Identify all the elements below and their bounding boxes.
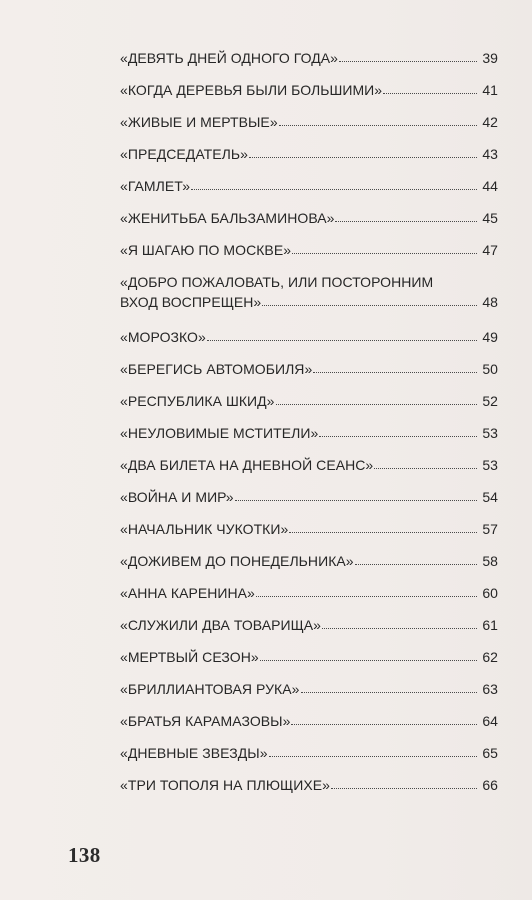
toc-title: «БРАТЬЯ КАРАМАЗОВЫ» bbox=[120, 713, 291, 729]
toc-page-number: 47 bbox=[482, 242, 498, 258]
toc-page-number: 53 bbox=[482, 425, 498, 441]
toc-title: «НАЧАЛЬНИК ЧУКОТКИ» bbox=[120, 521, 289, 537]
toc-title: «ДЕВЯТЬ ДНЕЙ ОДНОГО ГОДА» bbox=[120, 50, 338, 66]
toc-page-number: 48 bbox=[482, 294, 498, 310]
toc-row bbox=[120, 240, 498, 260]
toc-page-number: 49 bbox=[482, 329, 498, 345]
dot-leader bbox=[339, 60, 477, 62]
toc-row bbox=[120, 679, 498, 699]
toc-entry bbox=[120, 679, 498, 711]
toc-page-number: 63 bbox=[482, 681, 498, 697]
toc-entry bbox=[120, 743, 498, 775]
dot-leader bbox=[279, 124, 477, 126]
toc-title: «МОРОЗКО» bbox=[120, 329, 206, 345]
toc-row bbox=[120, 176, 498, 196]
dot-leader bbox=[291, 723, 477, 725]
toc-row bbox=[120, 112, 498, 132]
dot-leader bbox=[322, 627, 477, 629]
toc-entry bbox=[120, 144, 498, 176]
toc-title: «ДНЕВНЫЕ ЗВЕЗДЫ» bbox=[120, 745, 268, 761]
toc-entry bbox=[120, 359, 498, 391]
toc-entry bbox=[120, 519, 498, 551]
toc-row bbox=[120, 711, 498, 731]
toc-title: «ДОЖИВЕМ ДО ПОНЕДЕЛЬНИКА» bbox=[120, 553, 354, 569]
toc-page-number: 45 bbox=[482, 210, 498, 226]
page-number: 138 bbox=[68, 843, 101, 867]
toc-entry bbox=[120, 240, 498, 272]
dot-leader bbox=[260, 659, 477, 661]
toc-entry bbox=[120, 423, 498, 455]
toc-entry-two-line bbox=[120, 272, 498, 327]
toc-row bbox=[120, 519, 498, 539]
toc-title: «ДВА БИЛЕТА НА ДНЕВНОЙ СЕАНС» bbox=[120, 457, 374, 473]
toc-page-number: 57 bbox=[482, 521, 498, 537]
toc-page-number: 58 bbox=[482, 553, 498, 569]
toc-entry bbox=[120, 48, 498, 80]
toc-title: «КОГДА ДЕРЕВЬЯ БЫЛИ БОЛЬШИМИ» bbox=[120, 82, 383, 98]
toc-row bbox=[120, 583, 498, 603]
dot-leader bbox=[262, 304, 477, 306]
toc-entry bbox=[120, 208, 498, 240]
toc-row bbox=[120, 647, 498, 667]
table-of-contents bbox=[120, 48, 498, 807]
toc-row bbox=[120, 775, 498, 795]
toc-page-number: 41 bbox=[482, 82, 498, 98]
toc-row bbox=[120, 144, 498, 164]
toc-title: «ПРЕДСЕДАТЕЛЬ» bbox=[120, 146, 248, 162]
toc-row bbox=[120, 423, 498, 443]
toc-title: «РЕСПУБЛИКА ШКИД» bbox=[120, 393, 275, 409]
toc-page-number: 53 bbox=[482, 457, 498, 473]
toc-row bbox=[120, 455, 498, 475]
toc-row bbox=[120, 615, 498, 635]
dot-leader bbox=[235, 499, 477, 501]
toc-page-number: 61 bbox=[482, 617, 498, 633]
toc-row bbox=[120, 327, 498, 347]
toc-entry bbox=[120, 615, 498, 647]
toc-row bbox=[120, 743, 498, 763]
toc-title: «БРИЛЛИАНТОВАЯ РУКА» bbox=[120, 681, 300, 697]
dot-leader bbox=[292, 252, 477, 254]
toc-entry bbox=[120, 583, 498, 615]
toc-title: «МЕРТВЫЙ СЕЗОН» bbox=[120, 649, 259, 665]
dot-leader bbox=[331, 787, 477, 789]
toc-title: «НЕУЛОВИМЫЕ МСТИТЕЛИ» bbox=[120, 425, 319, 441]
toc-title-line-1: «ДОБРО ПОЖАЛОВАТЬ, ИЛИ ПОСТОРОННИМ bbox=[120, 274, 434, 290]
toc-page-number: 39 bbox=[482, 50, 498, 66]
toc-entry bbox=[120, 176, 498, 208]
toc-row bbox=[120, 80, 498, 100]
toc-page-number: 54 bbox=[482, 489, 498, 505]
toc-entry bbox=[120, 775, 498, 807]
dot-leader bbox=[313, 371, 477, 373]
dot-leader bbox=[191, 188, 477, 190]
toc-page-number: 66 bbox=[482, 777, 498, 793]
dot-leader bbox=[355, 563, 477, 565]
toc-row bbox=[120, 487, 498, 507]
dot-leader bbox=[276, 403, 477, 405]
toc-row bbox=[120, 391, 498, 411]
toc-title-line-2: ВХОД ВОСПРЕЩЕН» bbox=[120, 294, 262, 310]
toc-page-number: 65 bbox=[482, 745, 498, 761]
toc-title: «СЛУЖИЛИ ДВА ТОВАРИЩА» bbox=[120, 617, 321, 633]
dot-leader bbox=[383, 92, 477, 94]
toc-page-number: 42 bbox=[482, 114, 498, 130]
toc-entry bbox=[120, 455, 498, 487]
toc-title: «БЕРЕГИСЬ АВТОМОБИЛЯ» bbox=[120, 361, 313, 377]
toc-row bbox=[120, 551, 498, 571]
toc-entry bbox=[120, 327, 498, 359]
toc-title: «ЖИВЫЕ И МЕРТВЫЕ» bbox=[120, 114, 278, 130]
dot-leader bbox=[335, 220, 477, 222]
dot-leader bbox=[207, 339, 477, 341]
toc-row bbox=[120, 292, 498, 312]
toc-entry bbox=[120, 711, 498, 743]
toc-title: «ЖЕНИТЬБА БАЛЬЗАМИНОВА» bbox=[120, 210, 335, 226]
toc-row bbox=[120, 208, 498, 228]
toc-page-number: 62 bbox=[482, 649, 498, 665]
toc-entry bbox=[120, 80, 498, 112]
toc-page-number: 43 bbox=[482, 146, 498, 162]
toc-title: «Я ШАГАЮ ПО МОСКВЕ» bbox=[120, 242, 292, 258]
toc-entry bbox=[120, 551, 498, 583]
toc-page-number: 64 bbox=[482, 713, 498, 729]
dot-leader bbox=[319, 435, 477, 437]
dot-leader bbox=[301, 691, 478, 693]
dot-leader bbox=[289, 531, 477, 533]
toc-row bbox=[120, 48, 498, 68]
toc-title: «АННА КАРЕНИНА» bbox=[120, 585, 255, 601]
toc-page-number: 52 bbox=[482, 393, 498, 409]
dot-leader bbox=[249, 156, 477, 158]
toc-entry bbox=[120, 391, 498, 423]
toc-page-number: 44 bbox=[482, 178, 498, 194]
toc-title: «ГАМЛЕТ» bbox=[120, 178, 191, 194]
toc-entry bbox=[120, 487, 498, 519]
toc-entry bbox=[120, 112, 498, 144]
toc-row bbox=[120, 359, 498, 379]
dot-leader bbox=[374, 467, 477, 469]
dot-leader bbox=[256, 595, 477, 597]
dot-leader bbox=[269, 755, 477, 757]
toc-page-number: 60 bbox=[482, 585, 498, 601]
toc-entry bbox=[120, 647, 498, 679]
toc-title: «ВОЙНА И МИР» bbox=[120, 489, 234, 505]
toc-title: «ТРИ ТОПОЛЯ НА ПЛЮЩИХЕ» bbox=[120, 777, 330, 793]
toc-page-number: 50 bbox=[482, 361, 498, 377]
